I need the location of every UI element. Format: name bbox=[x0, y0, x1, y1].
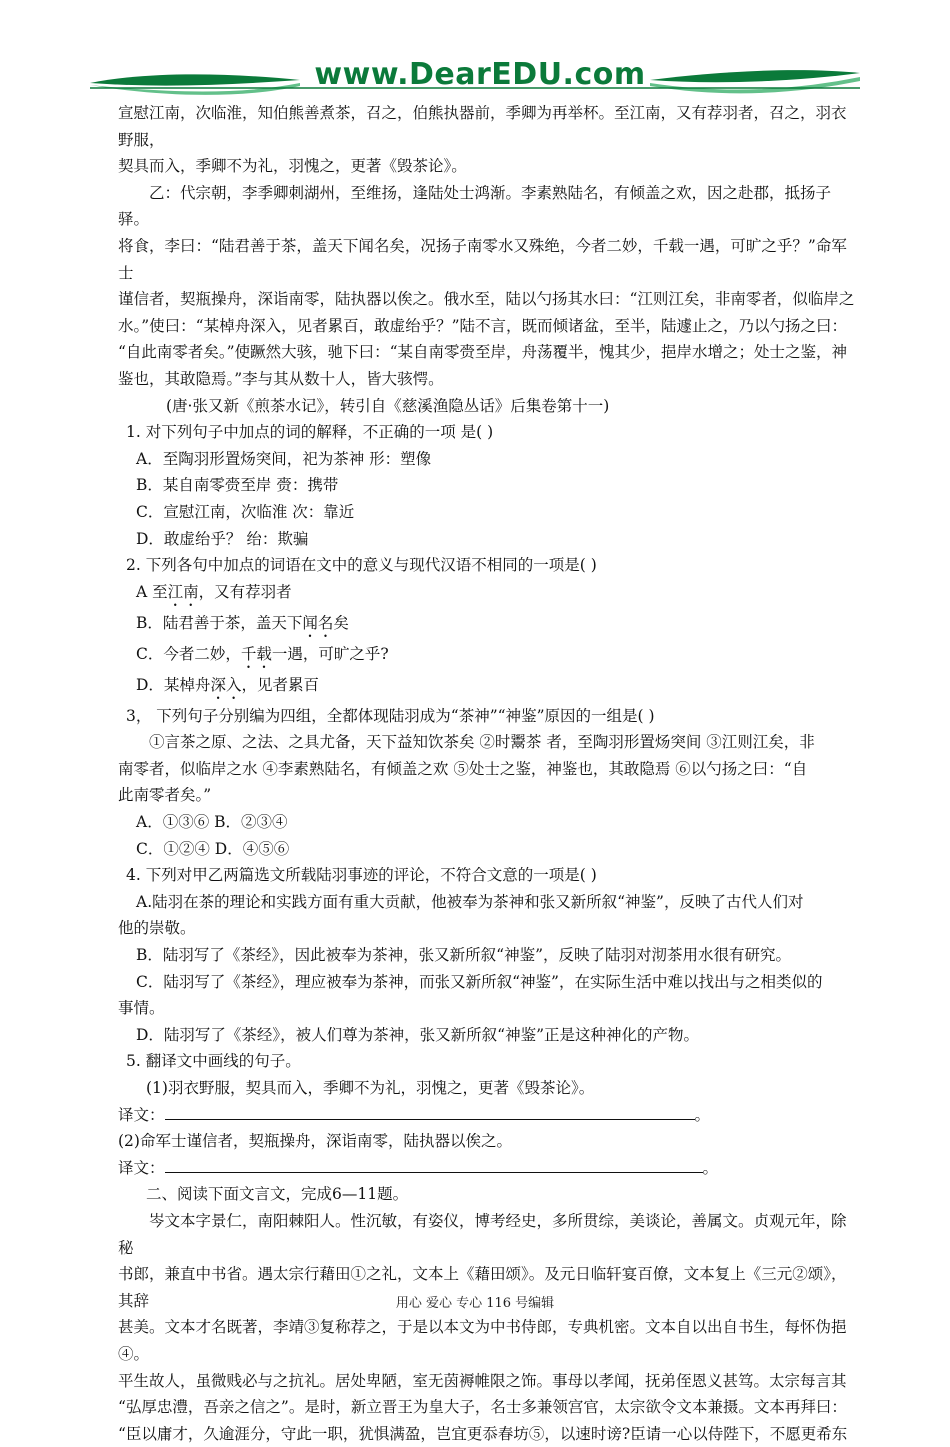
text-line: “弘厚忠澧，吾亲之信之”。是时，新立晋王为皇大子，名士多兼领宫官，太宗欲令文本兼摄。文本再拜曰： bbox=[118, 1398, 847, 1417]
question-1-option-b: B．某自南零赍至岸 赍：携带 bbox=[136, 476, 339, 495]
text-line: 水。”使曰：“某棹舟深入，见者累百，敢虚绐乎？”陆不言，既而倾诸盆，至半，陆遽止之，乃以勺扬之曰： bbox=[118, 316, 848, 335]
document-body bbox=[118, 100, 860, 1447]
text-line: 此南零者矣。” bbox=[118, 786, 212, 805]
text-line: 书郎，兼直中书省。遇太宗行藉田①之礼，文本上《藉田颂》。及元日临轩宴百僚，文本复上《三元②颂》，其辞 bbox=[118, 1265, 847, 1310]
text-line: 南零者，似临岸之水 ④李素熟陆名，有倾盖之欢 ⑤处士之鉴，神鉴也，其敢隐焉 ⑥以勺扬之曰：“自 bbox=[118, 759, 808, 778]
source-citation: (唐·张又新《煎茶水记》，转引自《慈溪渔隐丛话》后集卷第十一) bbox=[166, 396, 610, 415]
question-3-options-ab: A．①③⑥ B．②③④ bbox=[136, 813, 288, 832]
question-1-option-d: D．敢虚绐乎？ 绐：欺骗 bbox=[136, 529, 309, 548]
translation-label: 译文： bbox=[118, 1158, 165, 1177]
text-line: 宣慰江南，次临淮，知伯熊善煮茶，召之，伯熊执器前，季卿为再举杯。至江南，又有荐羽者，召之，羽衣野服， bbox=[118, 104, 847, 149]
page-footer: 用心 爱心 专心 116 号编辑 bbox=[395, 1296, 555, 1311]
emphasized-word: 千载 bbox=[240, 644, 272, 663]
translation-line-2: 译文： 。 bbox=[118, 1155, 860, 1182]
text-line: 将食，李曰：“陆君善于茶，盖天下闻名矣，况扬子南零水又殊绝，今者二妙，千载一遇，可旷之乎？”命军士 bbox=[118, 236, 847, 282]
question-3: 3， 下列句子分别编为四组，全都体现陆羽成为“茶神”“神鉴”原因的一组是( ) bbox=[126, 706, 655, 725]
text-line: 鉴也，其敢隐焉。”李与其从数十人，皆大骇愕。 bbox=[118, 369, 444, 388]
translation-label: 译文： bbox=[118, 1105, 165, 1124]
question-5-sentence-2: (2)命军士谨信者，契瓶操舟，深诣南零，陆执器以俟之。 bbox=[118, 1132, 512, 1151]
question-4: 4. 下列对甲乙两篇选文所载陆羽事迹的评论，不符合文意的一项是( ) bbox=[126, 866, 597, 885]
question-1: 1. 对下列句子中加点的词的解释，不正确的一项 是( ) bbox=[126, 423, 494, 442]
text-line: 谨信者，契瓶操舟，深诣南零，陆执器以俟之。俄水至，陆以勺扬其水曰：“江则江矣，非南零者，似临岸之 bbox=[118, 290, 855, 309]
text-line: ①言茶之原、之法、之具尤备，天下益知饮茶矣 ②时鬻茶 者，至陶羽形置炀突间 ③江则江矣，非 bbox=[149, 733, 815, 752]
text-line: 乙：代宗朝，李季卿刺湖州，至维扬，逢陆处士鸿渐。李素熟陆名，有倾盖之欢，因之赴郡，抵扬子驿。 bbox=[118, 183, 832, 229]
question-4-option-d: D．陆羽写了《茶经》，被人们尊为茶神，张又新所叙“神鉴”正是这种神化的产物。 bbox=[136, 1025, 700, 1044]
question-3-options-cd: C．①②④ D．④⑤⑥ bbox=[136, 839, 290, 858]
emphasized-word: 深入 bbox=[210, 675, 242, 694]
site-header bbox=[0, 55, 950, 105]
question-4-option-a: A.陆羽在茶的理论和实践方面有重大贡献，他被奉为茶神和张又新所叙“神鉴”，反映了古代人们对 bbox=[136, 892, 804, 911]
question-5-sentence-1: (1)羽衣野服，契具而入，季卿不为礼，羽愧之，更著《毁茶论》。 bbox=[146, 1079, 595, 1097]
question-2-option-d: D．某棹舟深入，见者累百 bbox=[136, 675, 319, 694]
question-1-option-c: C．宣慰江南，次临淮 次：靠近 bbox=[136, 502, 355, 521]
text-line: 甚美。文本才名既著，李靖③复称荐之，于是以本文为中书侍郎，专典机密。文本自以出自书生，每怀伪挹④。 bbox=[118, 1318, 847, 1363]
question-2-option-b: B．陆君善于茶，盖天下闻名矣 bbox=[136, 613, 349, 632]
question-2: 2. 下列各句中加点的词语在文中的意义与现代汉语不相同的一项是( ) bbox=[126, 556, 597, 575]
answer-blank[interactable] bbox=[165, 1155, 703, 1173]
question-5: 5. 翻译文中画线的句子。 bbox=[126, 1052, 301, 1071]
emphasized-word: 闻名 bbox=[302, 613, 334, 632]
text-line: 他的崇敬。 bbox=[118, 919, 196, 938]
text-line: “自此南零者矣。”使蹶然大骇，驰下曰：“某自南零赍至岸，舟荡覆半，愧其少，挹岸水增之；处士之鉴，神 bbox=[118, 343, 848, 362]
translation-line-1: 译文： 。 bbox=[118, 1102, 860, 1129]
emphasized-word: 江南 bbox=[167, 582, 199, 601]
text-line: 事情。 bbox=[118, 999, 165, 1018]
question-4-option-c: C．陆羽写了《茶经》，理应被奉为茶神，而张又新所叙“神鉴”，在实际生活中难以找出与之相类似的 bbox=[136, 972, 823, 991]
question-4-option-b: B．陆羽写了《茶经》，因此被奉为茶神，张又新所叙“神鉴”，反映了陆羽对沏茶用水很有研究。 bbox=[136, 946, 791, 965]
text-line: “臣以庸才，久逾涯分，守此一职，犹惧满盈，岂宜更忝春坊⑤，以速时谤?臣请一心以侍陛下，不愿更希东 bbox=[118, 1424, 848, 1443]
section-2-heading: 二、阅读下面文言文，完成6—11题。 bbox=[146, 1185, 409, 1204]
answer-blank[interactable] bbox=[165, 1102, 695, 1120]
question-2-option-c: C．今者二妙，千载一遇，可旷之乎? bbox=[136, 644, 389, 663]
text-line: 岑文本字景仁，南阳棘阳人。性沉敏，有姿仪，博考经史，多所贯综，美谈论，善属文。贞观元年，除秘 bbox=[118, 1211, 847, 1257]
site-logo[interactable]: www.DearEDU.com bbox=[314, 57, 646, 92]
question-1-option-a: A．至陶羽形置炀突间，祀为茶神 形：塑像 bbox=[136, 449, 432, 468]
text-line: 平生故人，虽微贱必与之抗礼。居处卑陋，室无茵褥帷限之饰。事母以孝闻，抚弟侄恩义甚笃。太宗每言其 bbox=[118, 1371, 847, 1390]
question-2-option-a: A 至江南，又有荐羽者 bbox=[136, 582, 292, 601]
text-line: 契具而入，季卿不为礼，羽愧之，更著《毁茶论》。 bbox=[118, 157, 467, 176]
